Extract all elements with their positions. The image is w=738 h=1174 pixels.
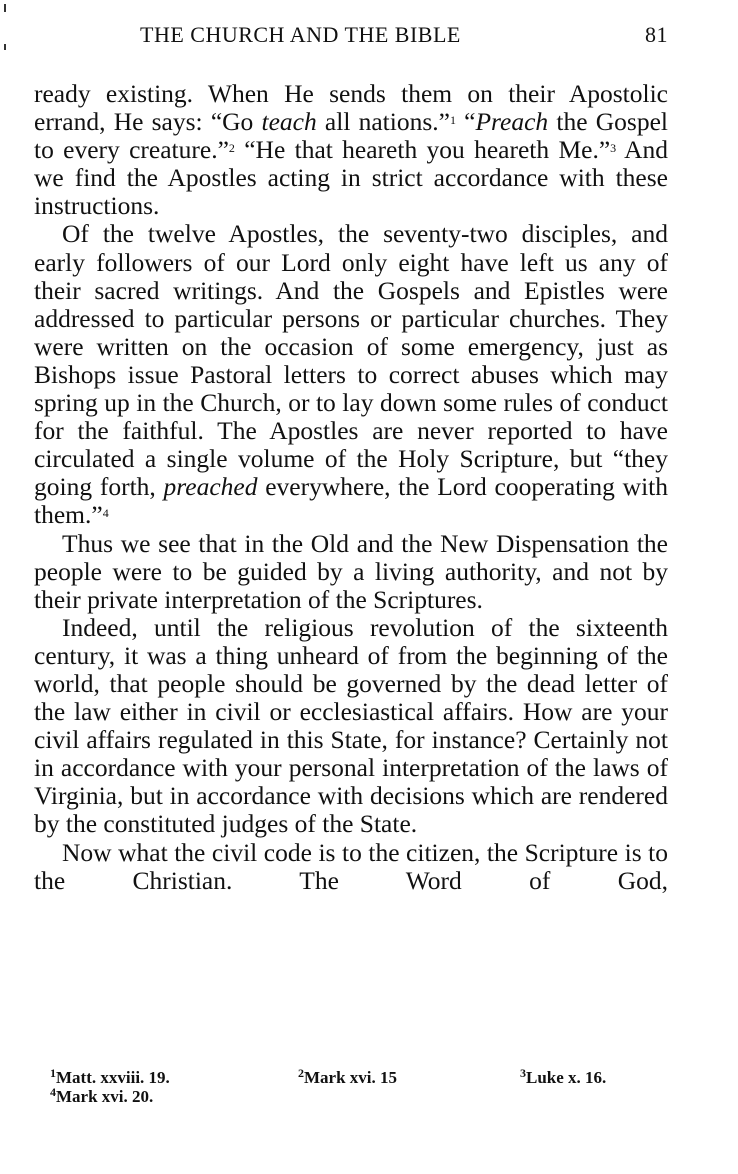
text-run: Indeed, until the religious revolution of the sixteenth century, it was a thing unheard of from the beginning of the world, that people should be governed by the dead letter of the law either in civil or ecclesiastical affairs. How are your civil affairs regulated in this State, for instance? Certainly not in accordance with your personal interpretation of the laws of Virginia, but in accordance with decisions which are rendered by the constituted judges of the State. xyxy=(34,612,668,839)
footnote-4: $^4$Mark xvi. 20. xyxy=(50,1085,154,1106)
text-run: the Gospel to every creature.” xyxy=(34,107,668,165)
text-run: Now what the civil code is to the citizen, the Scripture is to the Christian. The Word of God, xyxy=(34,837,668,895)
footnote-3: $^3$Luke x. 16. xyxy=(520,1066,607,1087)
footnote-row xyxy=(50,1068,650,1087)
footnote-ref: 2 xyxy=(228,141,235,156)
paragraph-2 xyxy=(34,220,668,529)
text-run: all nations.” xyxy=(316,107,450,137)
footnote-ref: 3 xyxy=(610,141,617,156)
text-run: teach xyxy=(261,107,317,137)
text-run: preached xyxy=(163,472,258,502)
footnote-row xyxy=(50,1087,650,1106)
text-run: everywhere, the Lord cooperating with them.” xyxy=(34,472,668,530)
text-run: Of the twelve Apostles, the seventy-two disciples, and early followers of our Lord only eight have left us any of their sacred writings. And the Gospels and Epistles were addressed to particular persons or particular churches. They were written on the occasion of some emergency, just as Bishops issue Pastoral letters to correct abuses which may spring up in the Church, or to lay down some rules of conduct for the faithful. The Apostles are never reported to have circulated a single volume of the Holy Scripture, but “they going forth, xyxy=(34,219,668,502)
scan-margin-mark xyxy=(4,44,6,50)
text-run: And we find the Apostles acting in strict accordance with these instructions. xyxy=(34,135,668,221)
paragraph-5 xyxy=(34,839,668,895)
paragraph-1 xyxy=(34,80,668,220)
page-number: 81 xyxy=(645,22,668,47)
footnotes xyxy=(50,1068,650,1106)
text-run: “ xyxy=(455,107,476,137)
footnote-ref: 1 xyxy=(449,113,456,128)
body-text xyxy=(34,80,668,895)
scan-margin-mark xyxy=(4,4,6,12)
footnote-1: $^1$Matt. xxviii. 19. xyxy=(50,1066,170,1087)
text-run: Thus we see that in the Old and the New Dispensation the people were to be guided by a living authority, and not by their private interpretation of the Scriptures. xyxy=(34,528,668,614)
running-head xyxy=(140,22,668,52)
paragraph-4 xyxy=(34,614,668,839)
footnote-2: $^2$Mark xvi. 15 xyxy=(298,1066,398,1087)
text-run: “He that heareth you heareth Me.” xyxy=(234,135,611,165)
footnote-ref: 4 xyxy=(102,506,109,521)
running-title: THE CHURCH AND THE BIBLE xyxy=(140,22,461,47)
text-run: ready existing. When He sends them on their Apostolic errand, He says: “Go xyxy=(34,79,668,137)
paragraph-3 xyxy=(34,530,668,614)
text-run: Preach xyxy=(475,107,549,137)
